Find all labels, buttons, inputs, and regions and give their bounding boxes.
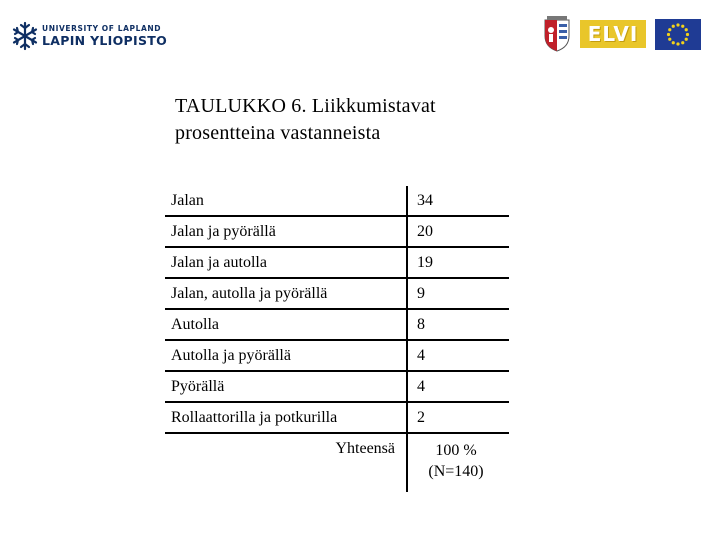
row-value: 4 (417, 378, 425, 395)
row-value: 4 (417, 347, 425, 364)
row-label: Jalan ja autolla (171, 254, 267, 271)
table-row (165, 186, 509, 217)
title-line-1: TAULUKKO 6. Liikkumistavat (175, 95, 436, 117)
total-value (408, 440, 504, 482)
regional-crest-icon (543, 16, 571, 52)
table-row (165, 341, 509, 372)
total-percent: 100 % (435, 442, 477, 459)
table-row (165, 217, 509, 248)
row-label: Autolla (171, 316, 219, 333)
row-value: 20 (417, 223, 433, 240)
title-line-2: prosentteina vastanneista (175, 122, 381, 144)
total-row (165, 434, 509, 492)
row-value: 2 (417, 409, 425, 426)
university-name-finnish: LAPIN YLIOPISTO (42, 33, 168, 48)
row-label: Autolla ja pyörällä (171, 347, 291, 364)
university-name-english: UNIVERSITY OF LAPLAND (42, 24, 162, 33)
elvi-logo-text: ELVI (587, 22, 639, 46)
row-label: Jalan ja pyörällä (171, 223, 276, 240)
table-row (165, 372, 509, 403)
table-row (165, 279, 509, 310)
eu-flag-icon (655, 19, 701, 50)
row-value: 8 (417, 316, 425, 333)
row-label: Jalan, autolla ja pyörällä (171, 285, 328, 302)
row-value: 19 (417, 254, 433, 271)
row-label: Pyörällä (171, 378, 225, 395)
row-value: 34 (417, 192, 433, 209)
elvi-logo (580, 20, 646, 48)
snowflake-logo-icon (12, 20, 38, 52)
table-row (165, 248, 509, 279)
university-of-lapland-logo (12, 20, 167, 52)
row-value: 9 (417, 285, 425, 302)
table-row (165, 310, 509, 341)
row-label: Jalan (171, 192, 204, 209)
table-title (175, 93, 436, 147)
row-label: Rollaattorilla ja potkurilla (171, 409, 338, 426)
table-row (165, 403, 509, 434)
total-label: Yhteensä (335, 440, 395, 457)
total-count: (N=140) (428, 463, 484, 480)
mobility-table (165, 186, 509, 492)
